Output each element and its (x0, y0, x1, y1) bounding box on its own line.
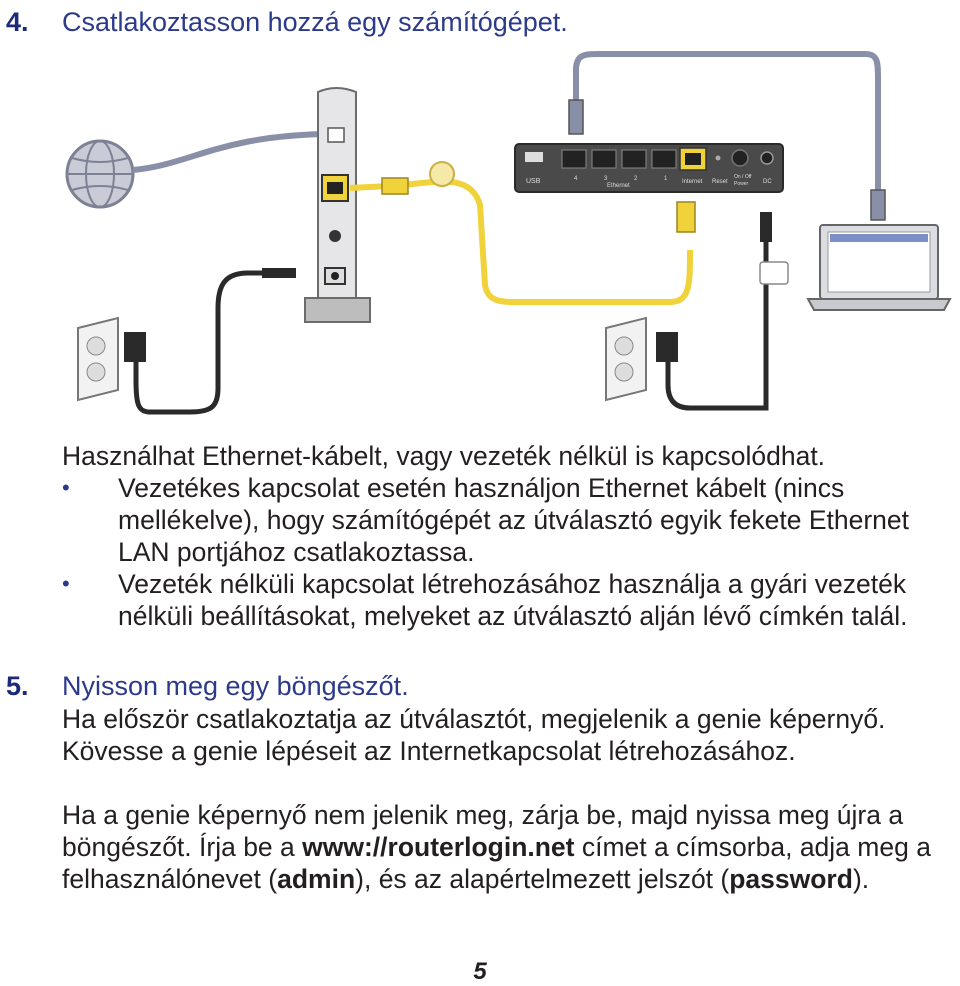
default-password: password (729, 864, 853, 894)
bullet-marker: • (62, 475, 70, 500)
step5-heading (6, 670, 409, 702)
laptop-icon (808, 225, 950, 310)
yellow-cable-plug (382, 178, 408, 194)
intro-text: Használhat Ethernet-kábelt, vagy vezeték nélkül is kapcsolódhat. (62, 441, 826, 471)
default-username: admin (277, 864, 356, 894)
text-run: címet a címsorba, adja meg a felhasználónevet ( (62, 832, 931, 894)
wall-socket-right-icon (606, 318, 646, 400)
bullet-text: Vezetékes kapcsolat esetén használjon Ethernet kábelt (nincs mellékelve), hogy számítógépét az útválasztó egyik fekete Ethernet LAN portjához csatlakoztassa. (118, 473, 910, 567)
list-item (62, 472, 952, 568)
router-label-port1: 1 (664, 176, 668, 182)
router-label-internet: Internet (682, 179, 703, 185)
ethernet-cable-yellow (350, 182, 690, 302)
step5-paragraph-2 (62, 799, 952, 895)
list-item (62, 568, 952, 632)
step-title: Csatlakoztasson hozzá egy számítógépet. (62, 7, 568, 37)
router-label-dc: DC (763, 179, 772, 185)
modem-device (305, 88, 370, 322)
text-run: ), és az alapértelmezett jelszót ( (355, 864, 730, 894)
router-label-port4: 4 (574, 176, 578, 182)
cable-tie-icon (430, 162, 454, 186)
step-number: 4. (6, 7, 29, 37)
router-url: www://routerlogin.net (302, 832, 575, 862)
modem-power-cable (136, 273, 290, 412)
router-label-power: Power (734, 181, 749, 187)
router-label-port2: 2 (634, 176, 638, 182)
router-power-cable (668, 240, 766, 408)
internet-globe-icon (67, 141, 133, 207)
bullet-marker: • (62, 571, 70, 596)
router-label-port3: 3 (604, 176, 608, 182)
bullet-text: Vezeték nélküli kapcsolat létrehozásához használja a gyári vezeték nélküli beállításokat, melyeket az útválasztó alján lévő címkén talál. (118, 569, 908, 631)
text-run: Ha a genie képernyő nem jelenik meg, zárja be, majd nyissa meg újra a böngészőt. Írja be a (62, 800, 904, 862)
router-label-onoff: On / Off (734, 174, 752, 180)
router-label-ethernet: Ethernet (607, 183, 630, 189)
step5-paragraph-1: Ha először csatlakoztatja az útválasztót, megjelenik a genie képernyő. Kövesse a genie lépéseit az Internetkapcsolat létrehozásához. (62, 704, 886, 766)
page-number: 5 (473, 958, 487, 985)
step-title: Nyisson meg egy böngészőt. (62, 671, 409, 701)
router-back-panel (515, 144, 783, 192)
step-number: 5. (6, 671, 29, 701)
internet-cable (133, 134, 330, 170)
text-run: ). (852, 864, 870, 894)
wall-socket-left-icon (78, 318, 118, 400)
connection-diagram (0, 40, 960, 430)
router-label-usb: USB (526, 178, 541, 185)
step4-heading (6, 6, 568, 38)
bullet-list (62, 472, 952, 632)
router-label-reset: Reset (712, 179, 728, 185)
